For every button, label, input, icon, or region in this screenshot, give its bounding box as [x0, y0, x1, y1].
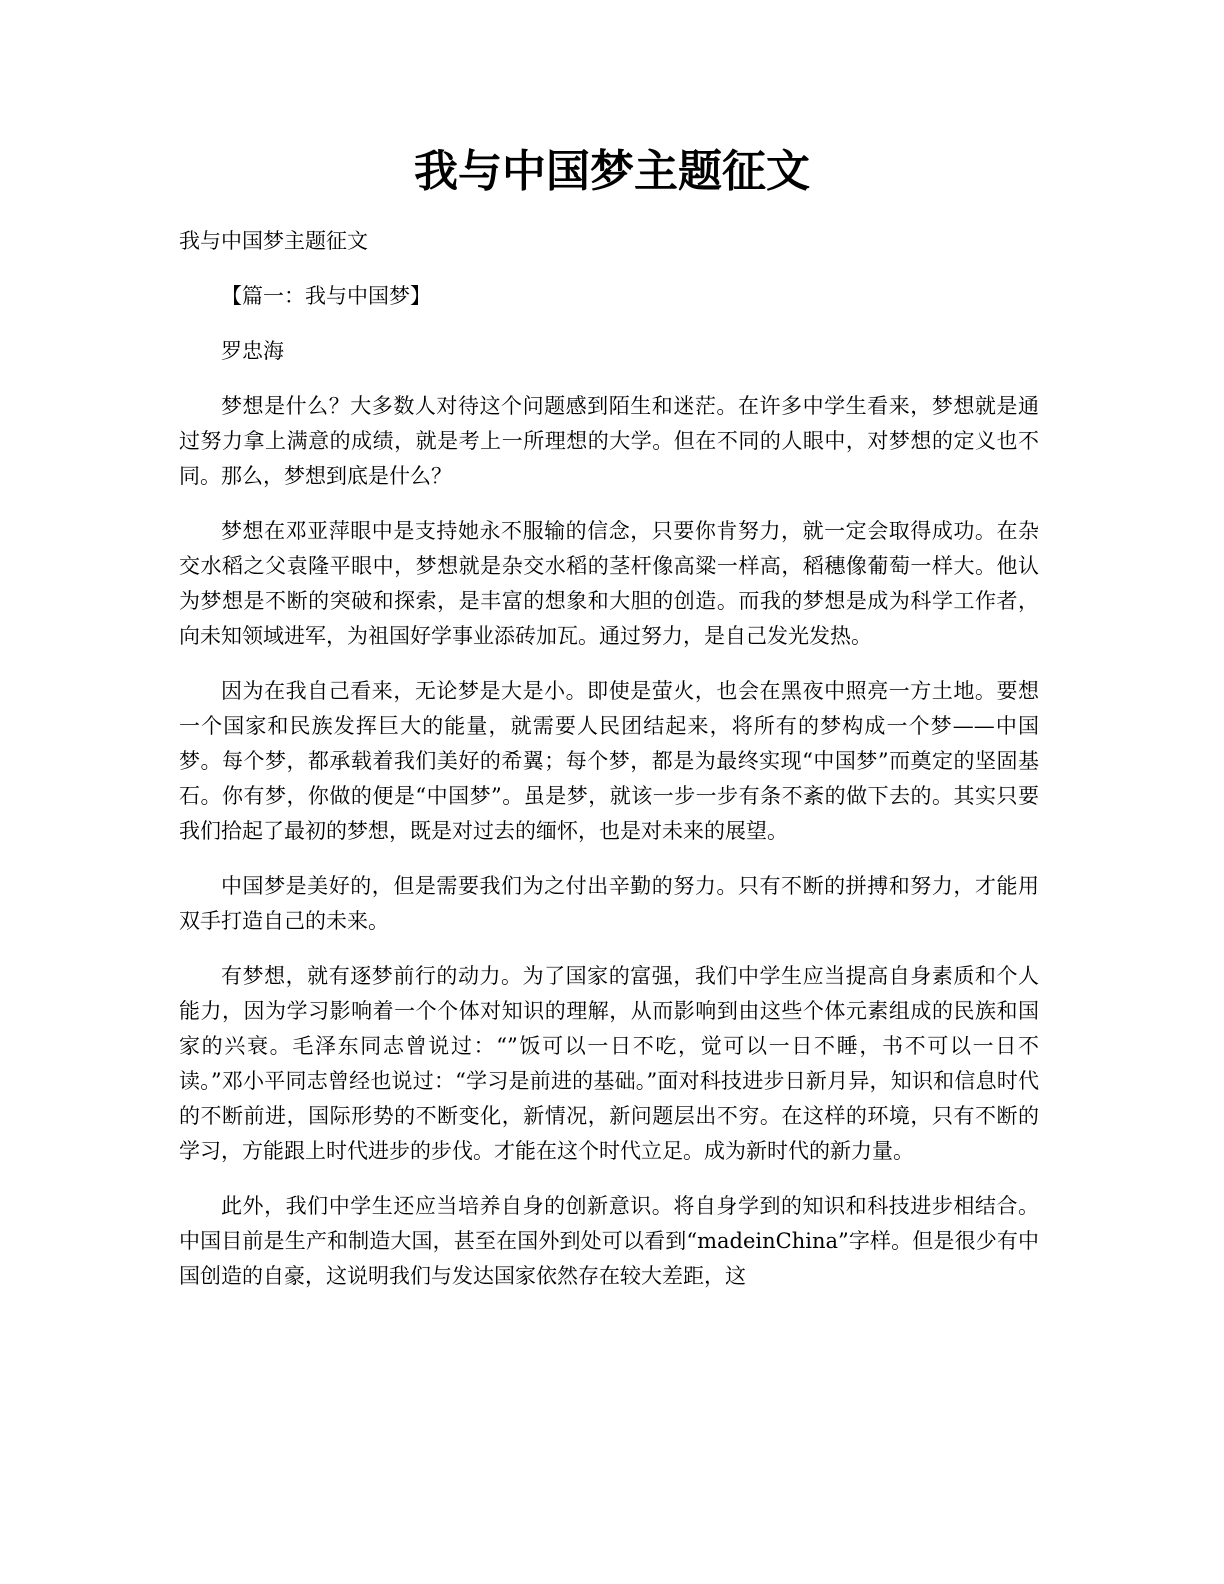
document-subtitle: 我与中国梦主题征文: [179, 229, 368, 253]
paragraph: 梦想在邓亚萍眼中是支持她永不服输的信念，只要你肯努力，就一定会取得成功。在杂交水稻之父袁隆平眼中，梦想就是杂交水稻的茎杆像高粱一样高，稻穗像葡萄一样大。他认为梦想是不断的突破和探索，是丰富的想象和大胆的创造。而我的梦想是成为科学工作者，向未知领域进军，为祖国好学事业添砖加瓦。通过努力，是自己发光发热。: [179, 519, 1039, 648]
paragraph: 此外，我们中学生还应当培养自身的创新意识。将自身学到的知识和科技进步相结合。中国目前是生产和制造大国，甚至在国外到处可以看到“madeinChina”字样。但是很少有中国创造的自豪，这说明我们与发达国家依然存在较大差距，这: [179, 1194, 1039, 1288]
paragraph: 有梦想，就有逐梦前行的动力。为了国家的富强，我们中学生应当提高自身素质和个人能力，因为学习影响着一个个体对知识的理解，从而影响到由这些个体元素组成的民族和国家的兴衰。毛泽东同志曾说过：“”饭可以一日不吃，觉可以一日不睡，书不可以一日不读。”邓小平同志曾经也说过：“学习是前进的基础。”面对科技进步日新月异，知识和信息时代的不断前进，国际形势的不断变化，新情况，新问题层出不穷。在这样的环境，只有不断的学习，方能跟上时代进步的步伐。才能在这个时代立足。成为新时代的新力量。: [179, 964, 1039, 1163]
paragraph: 中国梦是美好的，但是需要我们为之付出辛勤的努力。只有不断的拼搏和努力，才能用双手打造自己的未来。: [179, 874, 1039, 933]
section-heading: 【篇一：我与中国梦】: [221, 284, 431, 308]
paragraph: 因为在我自己看来，无论梦是大是小。即使是萤火，也会在黑夜中照亮一方土地。要想一个国家和民族发挥巨大的能量，就需要人民团结起来，将所有的梦构成一个梦——中国梦。每个梦，都承载着我们美好的希翼；每个梦，都是为最终实现“中国梦”而奠定的坚固基石。你有梦，你做的便是“中国梦”。虽是梦，就该一步一步有条不紊的做下去的。其实只要我们拾起了最初的梦想，既是对过去的缅怀，也是对未来的展望。: [179, 679, 1039, 843]
document-title: 我与中国梦主题征文: [414, 146, 810, 197]
document-body: [179, 224, 1039, 1314]
author-name: 罗忠海: [221, 339, 284, 363]
paragraph: 梦想是什么？大多数人对待这个问题感到陌生和迷茫。在许多中学生看来，梦想就是通过努力拿上满意的成绩，就是考上一所理想的大学。但在不同的人眼中，对梦想的定义也不同。那么，梦想到底是什么？: [179, 394, 1039, 488]
